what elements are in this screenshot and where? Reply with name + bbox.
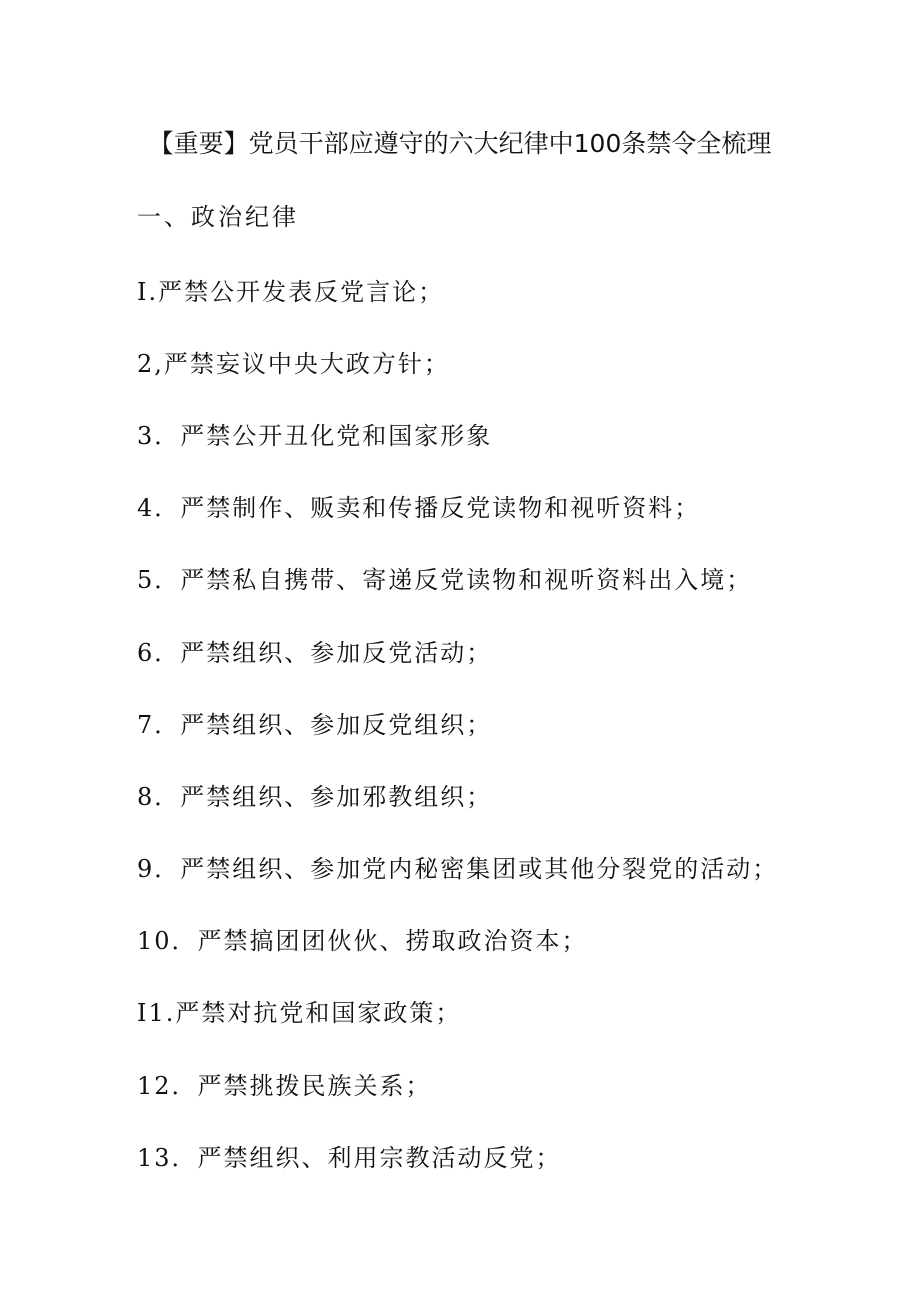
rule-item: 4．严禁制作、贩卖和传播反党读物和视听资料； bbox=[137, 494, 701, 522]
rule-item: 3．严禁公开丑化党和国家形象 bbox=[137, 422, 493, 450]
rule-item: 9．严禁组织、参加党内秘密集团或其他分裂党的活动； bbox=[137, 855, 779, 883]
rule-item: I.严禁公开发表反党言论； bbox=[137, 278, 445, 306]
rule-item: 6．严禁组织、参加反党活动； bbox=[137, 639, 493, 667]
rule-item: 13．严禁组织、利用宗教活动反党； bbox=[137, 1144, 562, 1172]
rule-item: 2,严禁妄议中央大政方针； bbox=[137, 350, 450, 378]
rule-item: 12．严禁挑拨民族关系； bbox=[137, 1072, 432, 1100]
rule-item: I1.严禁对抗党和国家政策； bbox=[137, 999, 462, 1027]
rule-item: 7．严禁组织、参加反党组织； bbox=[137, 711, 493, 739]
rule-item: 5．严禁私自携带、寄递反党读物和视听资料出入境； bbox=[137, 566, 753, 594]
document-title: 【重要】党员干部应遵守的六大纪律中100条禁令全梳理 bbox=[148, 129, 772, 158]
rule-item: 8．严禁组织、参加邪教组织； bbox=[137, 783, 493, 811]
rule-item: 10．严禁搞团团伙伙、捞取政治资本； bbox=[137, 927, 588, 955]
section-heading-political-discipline: 一、政治纪律 bbox=[137, 203, 299, 231]
